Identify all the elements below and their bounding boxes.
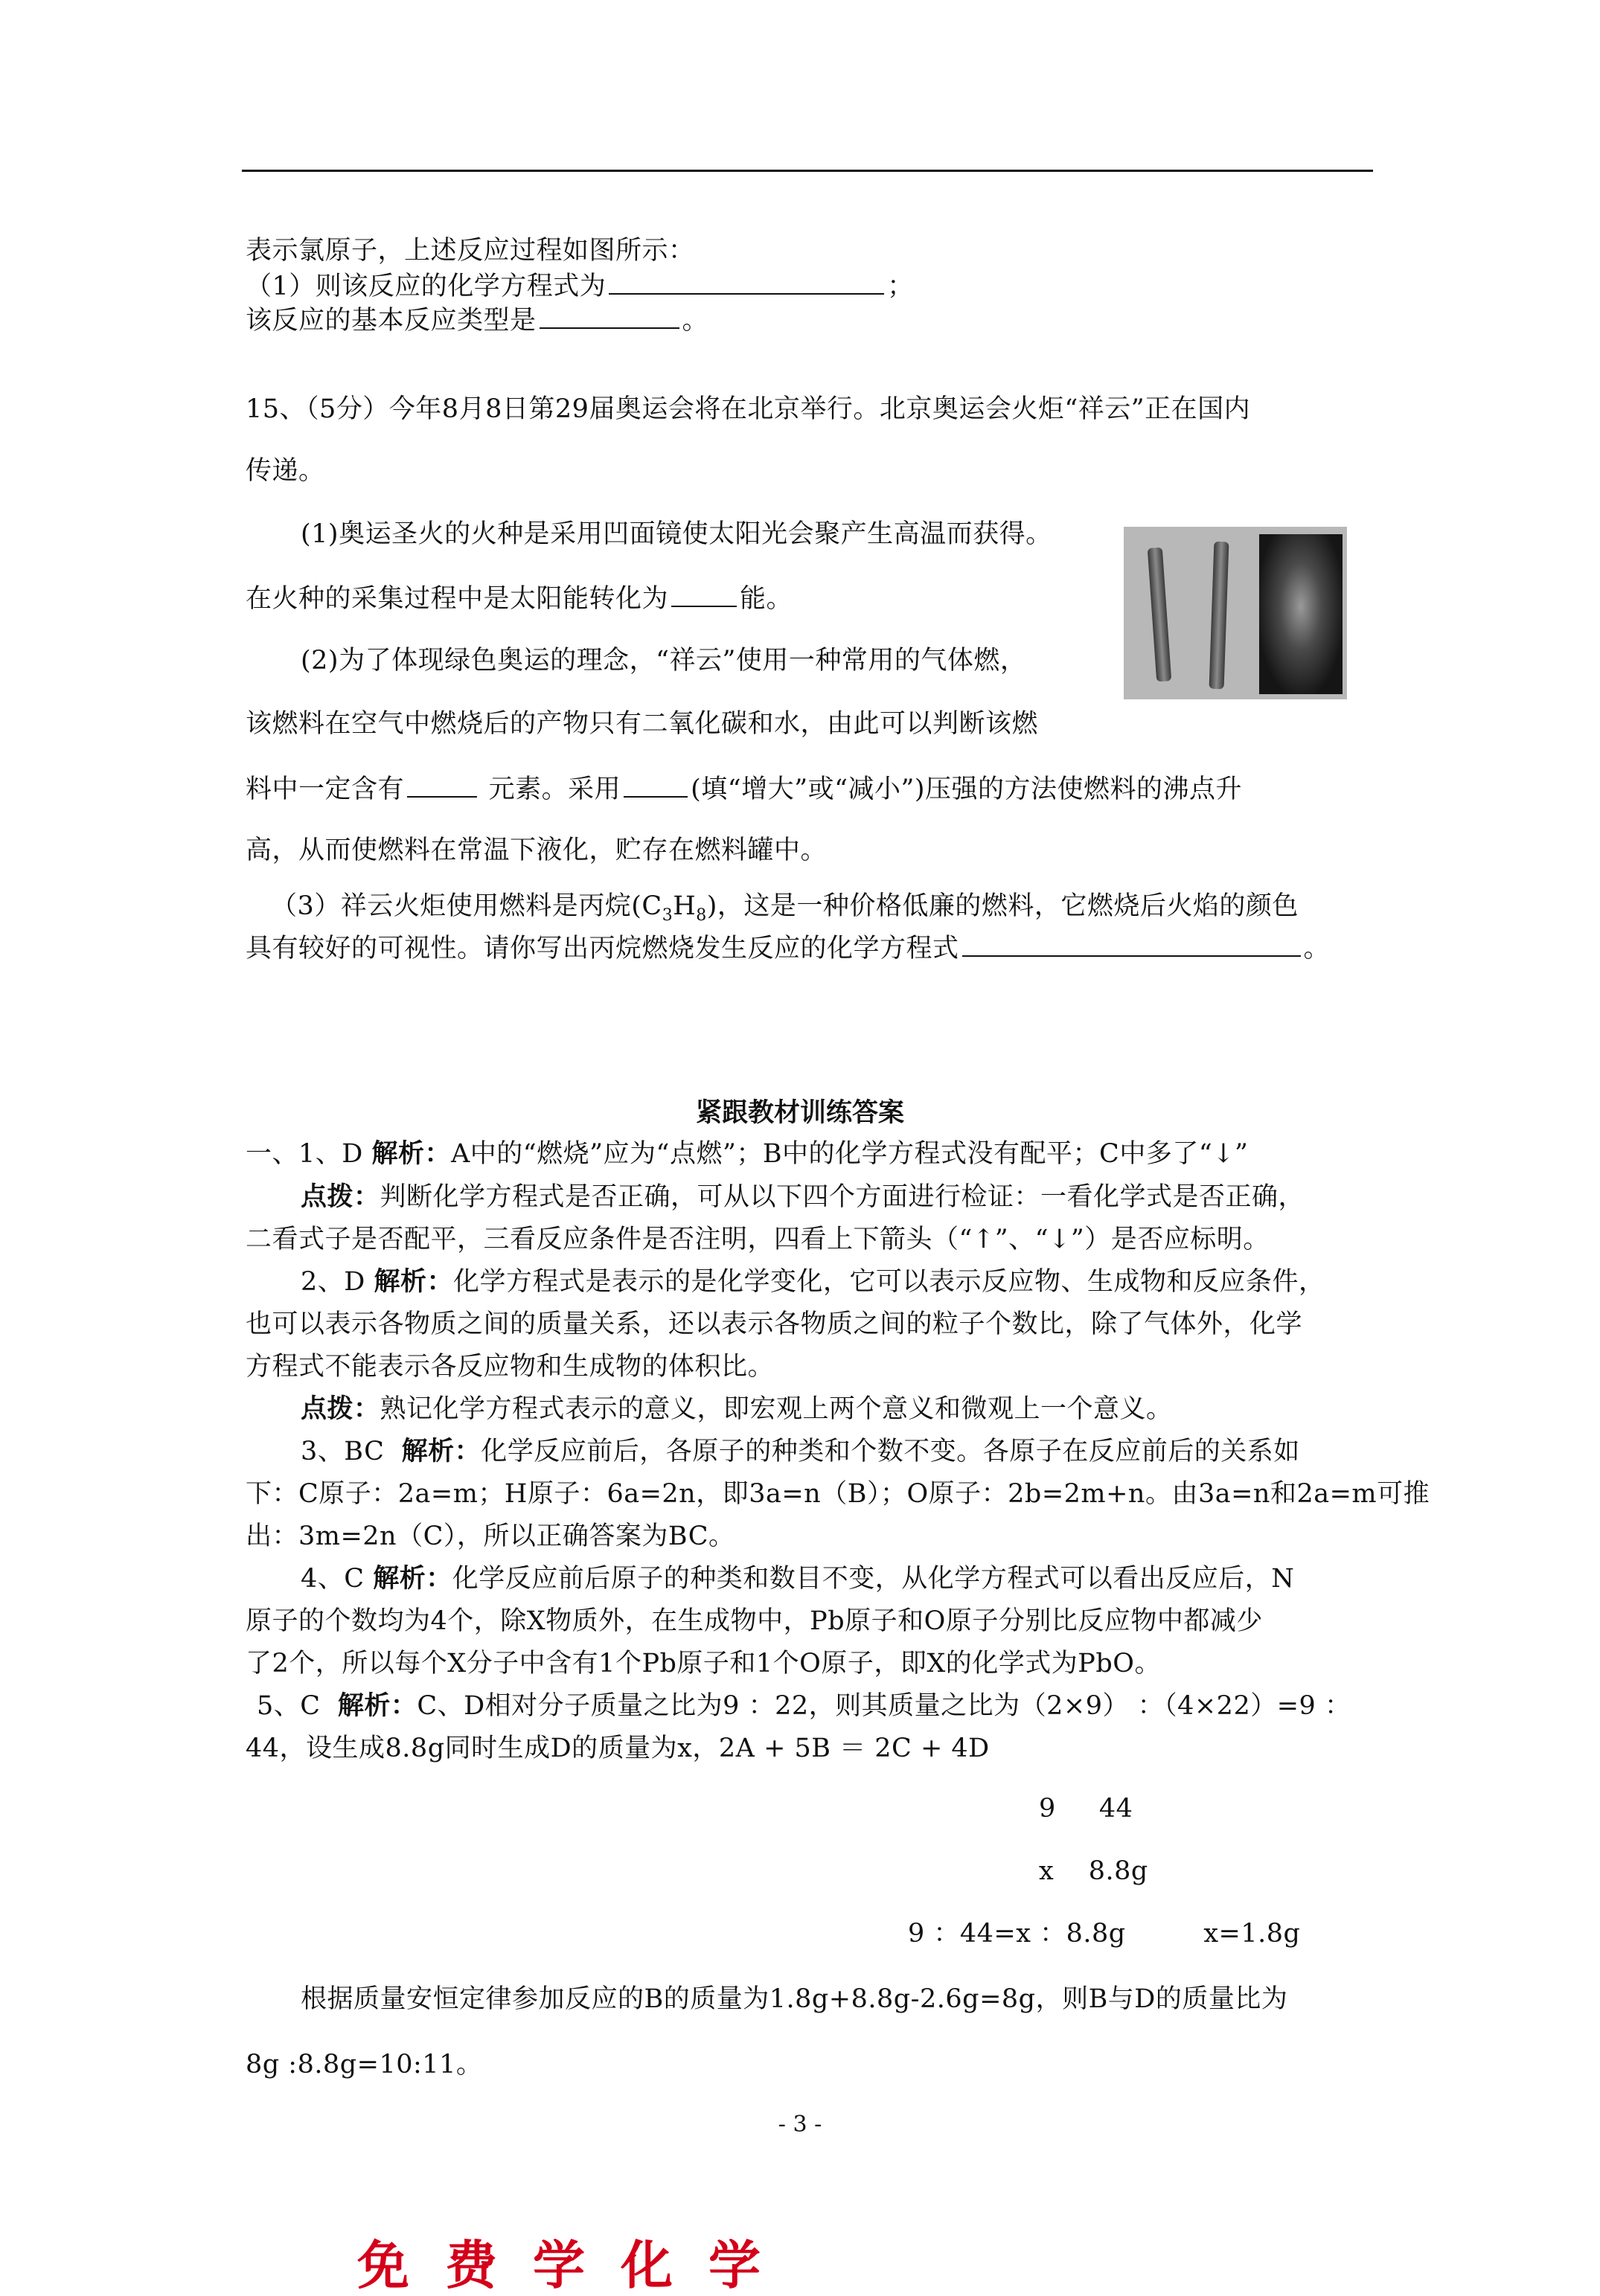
- text: 3、BC: [301, 1437, 402, 1466]
- header-rule: [242, 170, 1373, 172]
- label: 解析：: [371, 1138, 451, 1169]
- text: 5、C: [257, 1691, 338, 1721]
- label: 解析：: [401, 1436, 481, 1466]
- text: （3）祥云火炬使用燃料是丙烷(C: [271, 891, 662, 921]
- text: H: [673, 891, 697, 921]
- answer-blank: [671, 580, 737, 607]
- banner-char: 化: [621, 2234, 673, 2296]
- answer-blank: [540, 302, 679, 329]
- text: 料中一定含有: [246, 775, 405, 804]
- answer-line: [301, 1392, 1173, 1426]
- q15-line: 高，从而使燃料在常温下液化，贮存在燃料罐中。: [246, 836, 828, 865]
- answer-line: 也可以表示各物质之间的质量关系，还以表示各物质之间的粒子个数比，除了气体外，化学: [246, 1309, 1303, 1339]
- q15-line: 传递。: [246, 456, 325, 486]
- answer-line: 根据质量安恒定律参加反应的B的质量为1.8g+8.8g-2.6g=8g，则B与D的质量比为: [301, 1984, 1288, 2014]
- answer-line: [257, 1689, 1351, 1723]
- text: 在火种的采集过程中是太阳能转化为: [246, 584, 669, 614]
- text: 2、D: [301, 1267, 374, 1297]
- q15-line: [271, 889, 1299, 933]
- q15-line: (1)奥运圣火的火种是采用凹面镜使太阳光会聚产生高温而获得。: [301, 519, 1052, 549]
- answer-line: 方程式不能表示各反应物和生成物的体积比。: [246, 1352, 775, 1382]
- text: A中的“燃烧”应为“点燃”；B中的化学方程式没有配平；C中多了“↓”: [450, 1139, 1249, 1169]
- answer-line: 原子的个数均为4个，除X物质外，在生成物中，Pb原子和O原子分别比反应物中都减少: [246, 1606, 1263, 1636]
- text: 该反应的基本反应类型是: [246, 306, 537, 336]
- q15-line: [246, 771, 1242, 807]
- flame-closeup: [1259, 534, 1343, 694]
- question-line: （1）则该反应的化学方程式为 ；: [246, 268, 914, 304]
- calc-line: 9 ：44=x ：8.8g x=1.8g: [908, 1919, 1301, 1949]
- answer-line: [301, 1562, 1294, 1596]
- answer-blank: [609, 268, 884, 295]
- answer-blank: [624, 771, 688, 798]
- torch-stick-2: [1209, 542, 1229, 690]
- text: 4、C: [301, 1564, 374, 1594]
- banner-char: 费: [445, 2234, 497, 2296]
- text: 化学反应前后，各原子的种类和个数不变。各原子在反应前后的关系如: [481, 1437, 1300, 1466]
- calc-line: x 8.8g: [1039, 1856, 1148, 1886]
- answer-line: 8g :8.8g=10:11。: [246, 2050, 483, 2079]
- text: )，这是一种价格低廉的燃料，它燃烧后火焰的颜色: [706, 891, 1299, 921]
- question-line: 该反应的基本反应类型是 。: [246, 302, 708, 338]
- text: 化学反应前后原子的种类和数目不变，从化学方程式可以看出反应后，N: [452, 1564, 1295, 1594]
- answer-line: 出：3m=2n（C），所以正确答案为BC。: [246, 1521, 735, 1551]
- text: （1）则该反应的化学方程式为: [246, 272, 607, 301]
- torch-stick-1: [1148, 548, 1172, 682]
- answer-line: 了2个，所以每个X分子中含有1个Pb原子和1个O原子，即X的化学式为PbO。: [246, 1649, 1161, 1678]
- label: 解析：: [374, 1266, 453, 1297]
- answer-line: 44，设生成8.8g同时生成D的质量为x，2A + 5B ＝ 2C + 4D: [246, 1734, 990, 1763]
- q15-line: 具有较好的可视性。请你写出丙烷燃烧发生反应的化学方程式 。: [246, 930, 1330, 966]
- text: 判断化学方程式是否正确，可从以下四个方面进行检证：一看化学式是否正确，: [380, 1182, 1305, 1212]
- answer-line: [301, 1434, 1300, 1469]
- label: 点拨：: [301, 1394, 380, 1424]
- answer-line: 下：C原子：2a=m；H原子：6a=2n，即3a=n（B）；O原子：2b=2m+n。由3a=n和2a=m可推: [246, 1479, 1430, 1509]
- text: C、D相对分子质量之比为9 ：22，则其质量之比为（2×9） ：（4×22）=9 ：: [417, 1691, 1351, 1721]
- banner-char: 学: [533, 2234, 585, 2296]
- q15-line: [246, 580, 793, 616]
- q15-line: (2)为了体现绿色奥运的理念，“祥云”使用一种常用的气体燃，: [301, 646, 1027, 676]
- answer-line: [246, 1137, 1248, 1171]
- answer-blank: [962, 930, 1301, 957]
- bottom-banner: [357, 2234, 923, 2296]
- answer-line: 二看式子是否配平，三看反应条件是否注明，四看上下箭头（“↑”、“↓”）是否应标明。: [246, 1225, 1270, 1254]
- torch-photo: [1124, 527, 1347, 699]
- text: 化学方程式是表示的是化学变化，它可以表示反应物、生成物和反应条件，: [452, 1267, 1325, 1297]
- text: 一、1、D: [246, 1139, 372, 1169]
- answers-title: 紧跟教材训练答案: [695, 1097, 904, 1128]
- answer-blank: [407, 771, 477, 798]
- subscript: 3: [662, 906, 673, 925]
- banner-char: 免: [357, 2234, 409, 2296]
- subscript: 8: [696, 906, 707, 925]
- q15-line: 该燃料在空气中燃烧后的产物只有二氧化碳和水，由此可以判断该燃: [246, 709, 1039, 739]
- text: (填“增大”或“减小”)压强的方法使燃料的沸点升: [691, 775, 1243, 804]
- answer-line: [301, 1265, 1325, 1299]
- label: 解析：: [337, 1690, 417, 1721]
- banner-char: 学: [708, 2234, 761, 2296]
- calc-line: 9 44: [1039, 1794, 1133, 1824]
- q15-line: 15、（5分）今年8月8日第29届奥运会将在北京举行。北京奥运会火炬“祥云”正在国内: [246, 394, 1251, 424]
- answer-line: [301, 1180, 1305, 1214]
- text: 元素。采用: [480, 775, 621, 804]
- label: 解析：: [373, 1563, 452, 1594]
- label: 点拨：: [301, 1181, 380, 1212]
- text: 熟记化学方程式表示的意义，即宏观上两个意义和微观上一个意义。: [380, 1394, 1173, 1424]
- text: 能。: [740, 584, 793, 614]
- page-number: - 3 -: [778, 2111, 822, 2138]
- text: 具有较好的可视性。请你写出丙烷燃烧发生反应的化学方程式: [246, 934, 959, 963]
- text-line: 表示氯原子，上述反应过程如图所示：: [246, 236, 695, 266]
